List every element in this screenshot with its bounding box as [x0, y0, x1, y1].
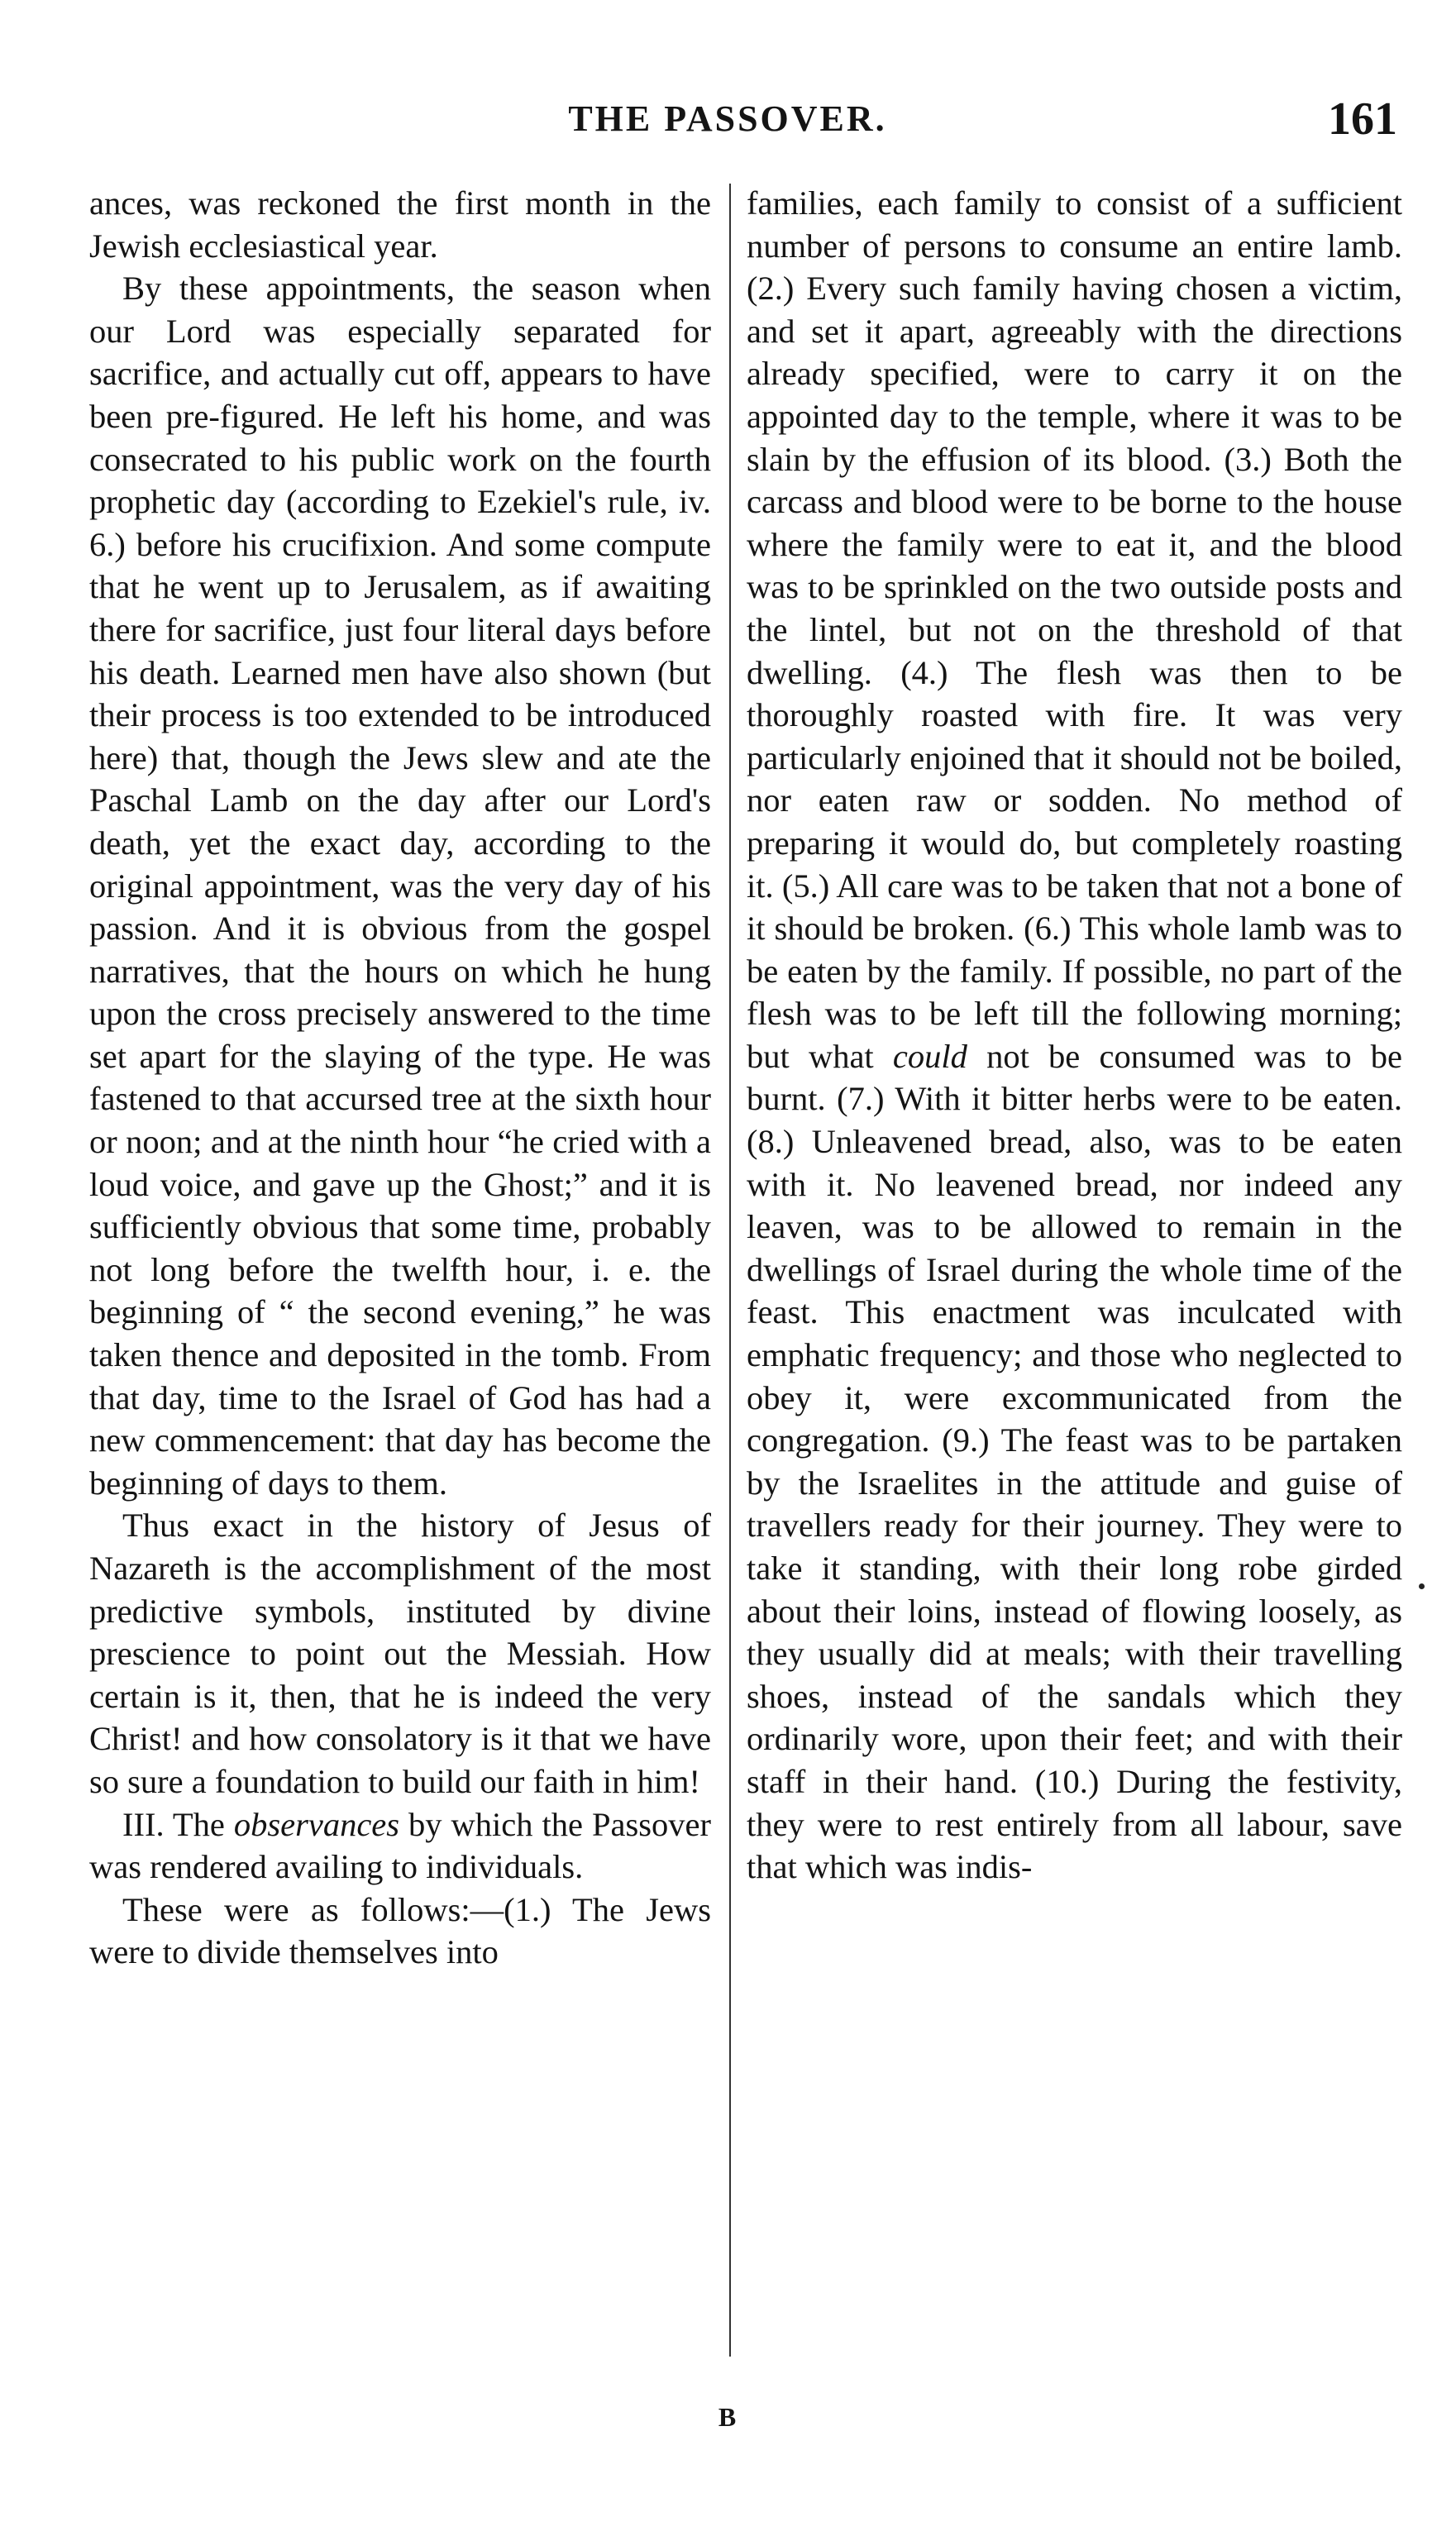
section-heading-start: III. The [122, 1805, 234, 1843]
section-heading-end: by which the Passover was rendered availing to individuals. [89, 1805, 711, 1886]
left-paragraph-1: ances, was reckoned the first month in the Jewish ecclesiastical year. [89, 184, 711, 265]
running-head [58, 93, 1397, 155]
page-number: 161 [1328, 93, 1397, 145]
left-paragraph-4 [89, 1803, 711, 1889]
right-column [747, 182, 1402, 1889]
column-divider [729, 184, 731, 2357]
running-title: THE PASSOVER. [568, 98, 887, 139]
left-paragraph-5: These were as follows:—(1.) The Jews were to divide themselves into [89, 1890, 711, 1971]
right-text-emphasis: could [892, 1037, 967, 1075]
right-paragraph-1 [747, 182, 1402, 1889]
right-text-start: families, each family to consist of a sufficient number of persons to consume an entire lamb. (2.) Every such family having chosen a victim, and set it apart, agreeably with the directions already specified, were to carry it on the appointed day to the temple, where it was to be slain by the effusion of its blood. (3.) Both the carcass and blood were to be borne to the house where the family were to eat it, and the blood was to be sprinkled on the two outside posts and the lintel, but not on the threshold of that dwelling. (4.) The flesh was then to be thoroughly roasted with fire. It was very particularly enjoined that it should not be boiled, nor eaten raw or sodden. No method of preparing it would do, but completely roasting it. (5.) All care was to be taken that not a bone of it should be broken. (6.) This whole lamb was to be eaten by the family. If possible, no part of the flesh was to be left till the following morning; but what [747, 184, 1402, 1075]
left-paragraph-2: By these appointments, the season when our Lord was especially separated for sacrifice, and actually cut off, appears to have been pre-figured. He left his home, and was consecrated to his public work on the fourth prophetic day (according to Ezekiel's rule, iv. 6.) before his crucifixion. And some compute that he went up to Jerusalem, as if awaiting there for sacrifice, just four literal days before his death. Learned men have also shown (but their process is too extended to be introduced here) that, though the Jews slew and ate the Paschal Lamb on the day after our Lord's death, yet the exact day, according to the original appointment, was the very day of his passion. And it is obvious from the gospel narratives, that the hours on which he hung upon the cross precisely answered to the time set apart for the slaying of the type. He was fastened to that accursed tree at the sixth hour or noon; and at the ninth hour “he cried with a loud voice, and gave up the Ghost;” and it is sufficiently obvious that some time, probably not long before the twelfth hour, i. e. the beginning of “ the second evening,” he was taken thence and deposited in the tomb. From that day, time to the Israel of God has had a new commencement: that day has become the beginning of days to them. [89, 270, 711, 1502]
left-paragraph-3: Thus exact in the history of Jesus of Nazareth is the accomplishment of the most predictive symbols, instituted by divine prescience to point out the Messiah. How certain is it, then, that he is indeed the very Christ! and how consolatory is it that we have so sure a foundation to build our faith in him! [89, 1507, 711, 1800]
signature-mark: B [718, 2402, 738, 2432]
left-column [89, 182, 711, 1974]
section-heading-emphasis: observances [233, 1805, 400, 1843]
right-text-end: not be consumed was to be burnt. (7.) With it bitter herbs were to be eaten. (8.) Unleavened bread, also, was to be eaten with it. No leavened bread, nor indeed any leaven, was to be allowed to remain in the dwellings of Israel during the whole time of the feast. This enactment was inculcated with emphatic frequency; and those who neglected to obey it, were excommunicated from the congregation. (9.) The feast was to be partaken by the Israelites in the attitude and guise of travellers ready for their journey. They were to take it standing, with their long robe girded about their loins, instead of flowing loosely, as they usually did at meals; with their travelling shoes, instead of the sandals which they ordinarily wore, upon their feet; and with their staff in their hand. (10.) During the festivity, they were to rest entirely from all labour, save that which was indis- [747, 1037, 1402, 1886]
print-speck [1419, 1583, 1425, 1589]
